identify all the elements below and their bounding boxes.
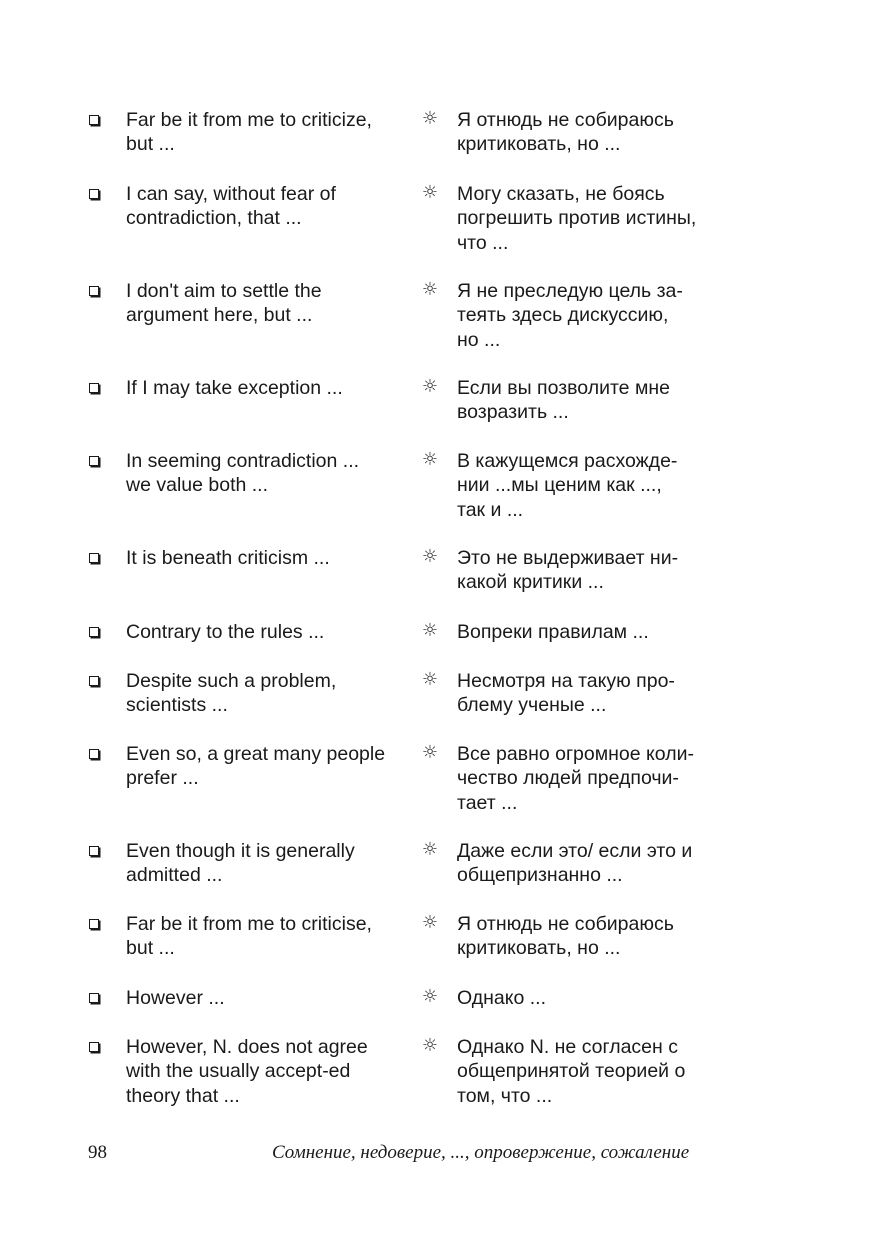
russian-translation: Могу сказать, не боясь погрешить против истины, что ...	[457, 183, 697, 254]
english-phrase: If I may take exception ...	[126, 377, 343, 399]
sun-bullet-icon: ☼	[421, 1035, 439, 1056]
checkbox-bullet-icon	[89, 676, 99, 686]
checkbox-bullet-icon	[89, 1042, 99, 1052]
sun-bullet-icon: ☼	[421, 742, 439, 763]
russian-translation: Даже если это/ если это и общепризнанно ...	[457, 840, 693, 887]
russian-translation: Несмотря на такую про- блему ученые ...	[457, 670, 675, 717]
english-phrase: I can say, without fear of contradiction, that ...	[126, 183, 336, 230]
russian-translation: Я отнюдь не собираюсь критиковать, но ...	[457, 109, 674, 156]
sun-bullet-icon: ☼	[421, 376, 439, 397]
sun-bullet-icon: ☼	[421, 449, 439, 470]
checkbox-bullet-icon	[89, 115, 99, 125]
russian-translation: Я отнюдь не собираюсь критиковать, но ...	[457, 913, 674, 960]
russian-translation: Если вы позволите мне возразить ...	[457, 377, 670, 424]
sun-bullet-icon: ☼	[421, 912, 439, 933]
sun-bullet-icon: ☼	[421, 986, 439, 1007]
page-number: 98	[88, 1142, 107, 1163]
english-phrase: It is beneath criticism ...	[126, 547, 330, 569]
russian-translation: Все равно огромное коли- чество людей предпочи- тает ...	[457, 743, 694, 814]
sun-bullet-icon: ☼	[421, 669, 439, 690]
checkbox-bullet-icon	[89, 993, 99, 1003]
english-phrase: Far be it from me to criticize, but ...	[126, 109, 372, 156]
sun-bullet-icon: ☼	[421, 546, 439, 567]
checkbox-bullet-icon	[89, 189, 99, 199]
english-phrase: However ...	[126, 987, 225, 1009]
sun-bullet-icon: ☼	[421, 839, 439, 860]
checkbox-bullet-icon	[89, 919, 99, 929]
english-phrase: However, N. does not agree with the usually accept-ed theory that ...	[126, 1036, 368, 1107]
english-phrase: Far be it from me to criticise, but ...	[126, 913, 372, 960]
sun-bullet-icon: ☼	[421, 108, 439, 129]
checkbox-bullet-icon	[89, 286, 99, 296]
russian-translation: Я не преследую цель за- теять здесь дискуссию, но ...	[457, 280, 683, 351]
sun-bullet-icon: ☼	[421, 620, 439, 641]
checkbox-bullet-icon	[89, 627, 99, 637]
running-title: Сомнение, недоверие, ..., опровержение, сожаление	[272, 1142, 690, 1163]
russian-translation: Однако N. не согласен с общепринятой теорией о том, что ...	[457, 1036, 686, 1107]
checkbox-bullet-icon	[89, 846, 99, 856]
english-phrase: Contrary to the rules ...	[126, 621, 325, 643]
russian-translation: Вопреки правилам ...	[457, 621, 649, 643]
checkbox-bullet-icon	[89, 383, 99, 393]
english-phrase: Despite such a problem, scientists ...	[126, 670, 337, 717]
russian-translation: Однако ...	[457, 987, 546, 1009]
sun-bullet-icon: ☼	[421, 279, 439, 300]
russian-translation: В кажущемся расхожде- нии ...мы ценим как ..., так и ...	[457, 450, 678, 521]
checkbox-bullet-icon	[89, 749, 99, 759]
checkbox-bullet-icon	[89, 553, 99, 563]
english-phrase: Even though it is generally admitted ...	[126, 840, 355, 887]
checkbox-bullet-icon	[89, 456, 99, 466]
english-phrase: Even so, a great many people prefer ...	[126, 743, 386, 790]
english-phrase: In seeming contradiction ... we value both ...	[126, 450, 360, 497]
russian-translation: Это не выдерживает ни- какой критики ...	[457, 547, 679, 594]
sun-bullet-icon: ☼	[421, 182, 439, 203]
english-phrase: I don't aim to settle the argument here, but ...	[126, 280, 322, 327]
